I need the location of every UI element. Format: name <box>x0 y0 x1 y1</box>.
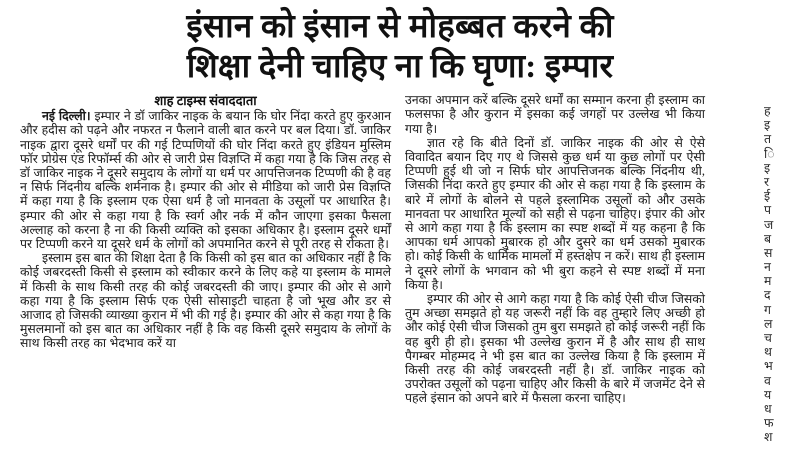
edge-fragment: च <box>764 331 772 345</box>
edge-fragment: ज <box>764 217 774 232</box>
dateline: नई दिल्ली। <box>42 109 91 124</box>
edge-fragment: म <box>764 274 772 289</box>
paragraph-5: इम्पार की ओर से आगे कहा गया है कि कोई ऐसी चीज जिसको तुम अच्छा समझते हो यह जरूरी नहीं कि वह तुम्हारे लिए अच्छी हो और कोई ऐसी चीज जिसको तुम बुरा समझते हो कोई जरूरी नहीं कि वह बुरी ही हो। इसका भी उल्लेख कुरान में है और साथ ही साथ पैगम्बर मोहम्मद ने भी इस बात का उल्लेख किया है कि इस्लाम में किसी तरह की कोई जबरदस्ती नहीं है। डॉ. जाकिर नाइक को उपरोक्त उसूलों को पढ़ना चाहिए और किसी के बारे में जजमेंट देने से पहले इंसान को अपने बारे में फैसला करना चाहिए। <box>405 292 705 406</box>
edge-fragment: ि <box>764 146 775 161</box>
edge-fragment: श <box>764 430 773 445</box>
edge-fragment: त <box>764 132 772 147</box>
edge-fragment: इ <box>764 118 771 133</box>
byline: शाह टाइम्स संवाददाता <box>154 93 257 109</box>
edge-fragment: ग <box>764 302 771 317</box>
edge-fragment: द <box>764 288 771 303</box>
paragraph-1 <box>20 109 391 251</box>
article-headline <box>30 8 770 87</box>
edge-fragment: ध <box>764 401 772 416</box>
edge-fragment: ई <box>764 189 771 204</box>
edge-fragment: थ <box>764 345 772 360</box>
edge-fragment: फ <box>764 416 774 431</box>
edge-fragment: य <box>764 387 772 402</box>
column-right <box>405 93 705 405</box>
edge-fragment: इ <box>764 160 771 175</box>
column-left <box>20 93 391 405</box>
edge-fragment: र <box>764 174 770 189</box>
edge-fragment: भ <box>764 359 773 374</box>
article-body <box>0 91 800 405</box>
edge-fragment: स <box>764 245 773 260</box>
paragraph-4: ज्ञात रहे कि बीते दिनों डॉ. जाकिर नाइक की ओर से ऐसे विवादित बयान दिए गए थे जिससे कुछ धर्म या कुछ लोगों पर ऐसी टिप्पणी हुई थी जो न सिर्फ घोर आपत्तिजनक बल्कि निंदनीय थी, जिसकी निंदा करते हुए इम्पार की ओर से कहा गया है कि इस्लाम के बारे में लोगों के बोलने से पहले इस्लामिक उसूलों को और उसके मानवता पर आधारित मूल्यों को सही से पढ़ना चाहिए। इंपार की ओर से आगे कहा गया है कि इस्लाम का स्पष्ट शब्दों में यह कहना है कि आपका धर्म आपको मुबारक हो और दुसरे का धर्म उसको मुबारक हो। कोई किसी के धार्मिक मामलों में हस्तक्षेप न करें। साथ ही इस्लाम ने दूसरे लोगों के भगवान को भी बुरा कहने से स्पष्ट शब्दों में मना किया है। <box>405 135 705 292</box>
paragraph-3: उनका अपमान करें बल्कि दूसरे धर्मों का सम्मान करना ही इस्लाम का फलसफा है और कुरान में इसका कई जगहों पर उल्लेख भी किया गया है। <box>405 93 705 136</box>
edge-fragment: ल <box>764 316 773 331</box>
paragraph-1-text: इम्पार ने डॉ जाकिर नाइक के बयान कि घोर निंदा करते हुए कुरआन और हदीस को पढ़ने और नफरत न फैलाने वाली बात करने पर बल दिया। डॉ. जाकिर नाइक द्वारा दूसरे धर्मों पर की गई टिप्पणियों की घोर निंदा करते हुए इंडियन मुस्लिम फॉर प्रोग्रेस एंड रिफॉर्म्स की ओर से जारी प्रेस विज्ञप्ति में कहा गया है कि जिस तरह से डॉ जाकिर नाइक ने दूसरे समुदाय के लोगों या धर्म पर आपत्तिजनक टिप्पणी की है वह न सिर्फ निंदनीय बल्कि शर्मनाक है। इम्पार की ओर से मीडिया को जारी प्रेस विज्ञप्ति में कहा गया है कि इस्लाम एक ऐसा धर्म है जो मानवता के उसूलों पर आधारित है। इम्पार की ओर से कहा गया है कि स्वर्ग और नर्क में कौन जाएगा इसका फैसला अल्लाह को करना है ना की किसी व्यक्ति को इसका अधिकार है। इस्लाम दूसरे धर्मों पर टिप्पणी करने या दूसरे धर्म के लोगों को अपमानित करने से पूरी तरह से रोकता है। <box>20 109 391 252</box>
edge-fragment: न <box>764 260 771 275</box>
edge-fragment-column <box>764 104 781 450</box>
headline-line-2: शिक्षा देनी चाहिए ना कि घृणा: इम्पार <box>186 48 614 85</box>
edge-fragment: व <box>764 373 771 388</box>
edge-fragment: ह <box>764 104 771 118</box>
edge-fragment: ब <box>764 231 772 246</box>
edge-fragment: प <box>764 203 772 218</box>
headline-line-1: इंसान को इंसान से मोहब्बत करने की <box>186 9 614 45</box>
paragraph-2: इस्लाम इस बात की शिक्षा देता है कि किसी को इस बात का अधिकार नहीं है कि कोई जबरदस्ती किसी से इस्लाम को स्वीकार करने के लिए कहे या इस्लाम के मामले में किसी के साथ किसी तरह की कोई जबरदस्ती की जाए। इम्पार की ओर से आगे कहा गया है कि इस्लाम सिर्फ एक ऐसी सोसाइटी चाहता है जो भूख और डर से आजाद हो जिसकी व्याख्या कुरान में भी की गई है। इम्पार की ओर से कहा गया है कि मुसलमानों को इस बात का अधिकार नहीं है कि वह किसी दूसरे समुदाय के लोगों के साथ किसी तरह का भेदभाव करें या <box>20 251 391 351</box>
